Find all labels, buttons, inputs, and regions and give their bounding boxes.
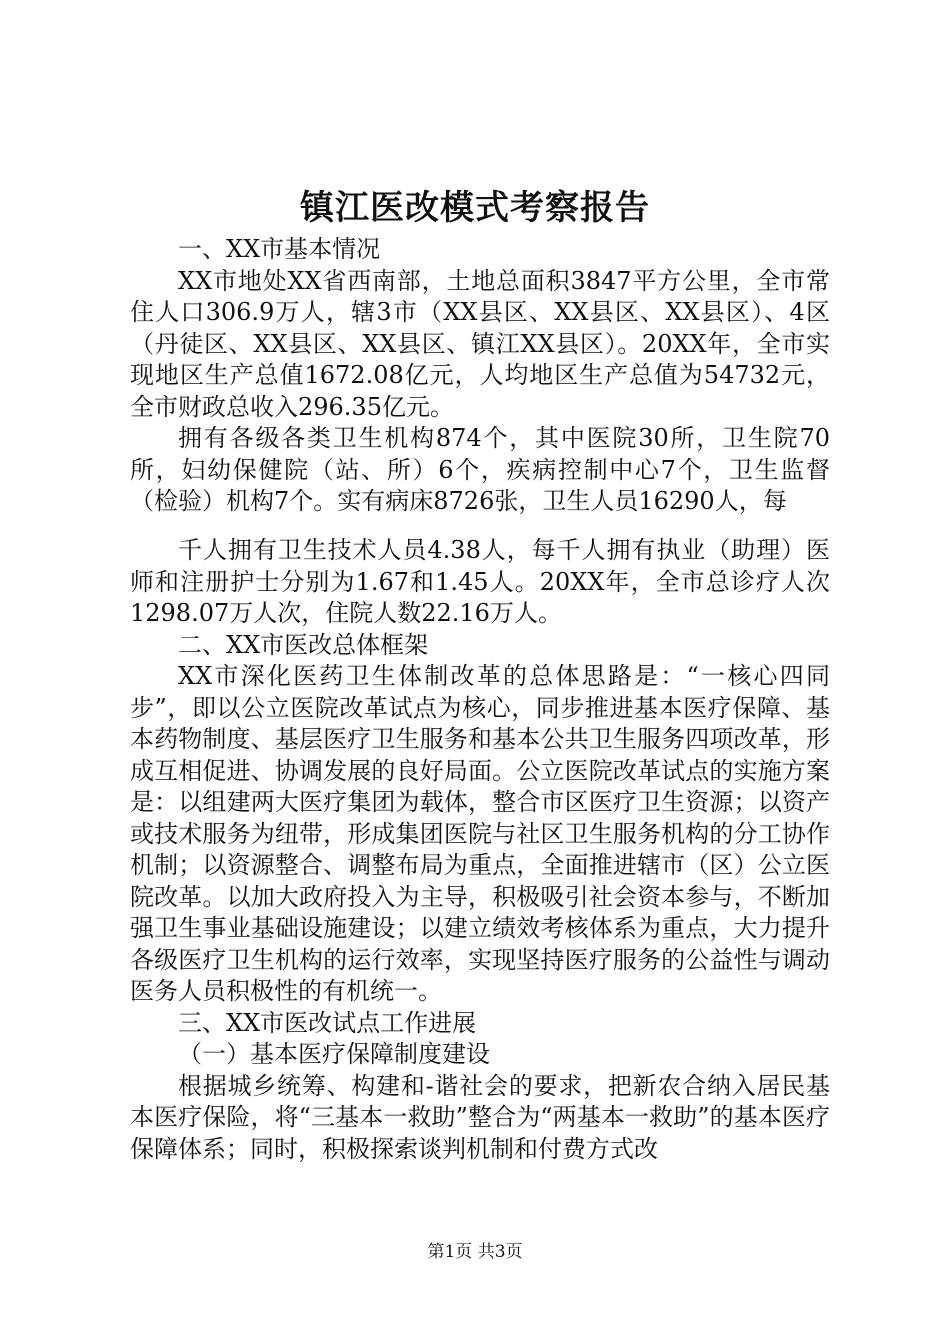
body-text-block-2 <box>130 535 830 1165</box>
body-text-block-1 <box>130 234 830 518</box>
paragraph-3: 千人拥有卫生技术人员4.38人，每千人拥有执业（助理）医师和注册护士分别为1.67和1.45人。20XX年，全市总诊疗人次1298.07万人次，住院人数22.16万人。 <box>130 536 830 627</box>
section-3-heading: 三、XX市医改试点工作进展 <box>178 1008 477 1037</box>
page-footer: 第1页 共3页 <box>427 1242 523 1262</box>
paragraph-2: 拥有各级各类卫生机构874个，其中医院30所，卫生院70所，妇幼保健院（站、所）6个，疾病控制中心7个，卫生监督（检验）机构7个。实有病床8726张，卫生人员16290人，每 <box>130 424 830 515</box>
section-1-heading: 一、XX市基本情况 <box>178 235 381 263</box>
paragraph-1: XX市地处XX省西南部，土地总面积3847平方公里，全市常住人口306.9万人，辖3市（XX县区、XX县区、XX县区）、4区（丹徒区、XX县区、XX县区、镇江XX县区）。20XX年，全市实现地区生产总值1672.08亿元，人均地区生产总值为54732元，全市财政总收入296.35亿元。 <box>130 266 830 421</box>
subsection-1-heading: （一）基本医疗保障制度建设 <box>178 1040 490 1068</box>
document-title: 镇江医改模式考察报告 <box>300 188 650 228</box>
paragraph-5: 根据城乡统筹、构建和-谐社会的要求，把新农合纳入居民基本医疗保险，将“三基本一救助”整合为“两基本一救助”的基本医疗保障体系；同时，积极探索谈判机制和付费方式改 <box>130 1071 830 1163</box>
section-2-heading: 二、XX市医改总体框架 <box>178 630 429 659</box>
paragraph-4: XX市深化医药卫生体制改革的总体思路是：“一核心四同步”，即以公立医院改革试点为核心，同步推进基本医疗保障、基本药物制度、基层医疗卫生服务和基本公共卫生服务四项改革，形成互相促进、协调发展的良好局面。公立医院改革试点的实施方案是：以组建两大医疗集团为载体，整合市区医疗卫生资源；以资产或技术服务为纽带，形成集团医院与社区卫生服务机构的分工协作机制；以资源整合、调整布局为重点，全面推进辖市（区）公立医院改革。以加大政府投入为主导，积极吸引社会资本参与，不断加强卫生事业基础设施建设；以建立绩效考核体系为重点，大力提升各级医疗卫生机构的运行效率，实现坚持医疗服务的公益性与调动医务人员积极性的有机统一。 <box>130 662 830 1005</box>
